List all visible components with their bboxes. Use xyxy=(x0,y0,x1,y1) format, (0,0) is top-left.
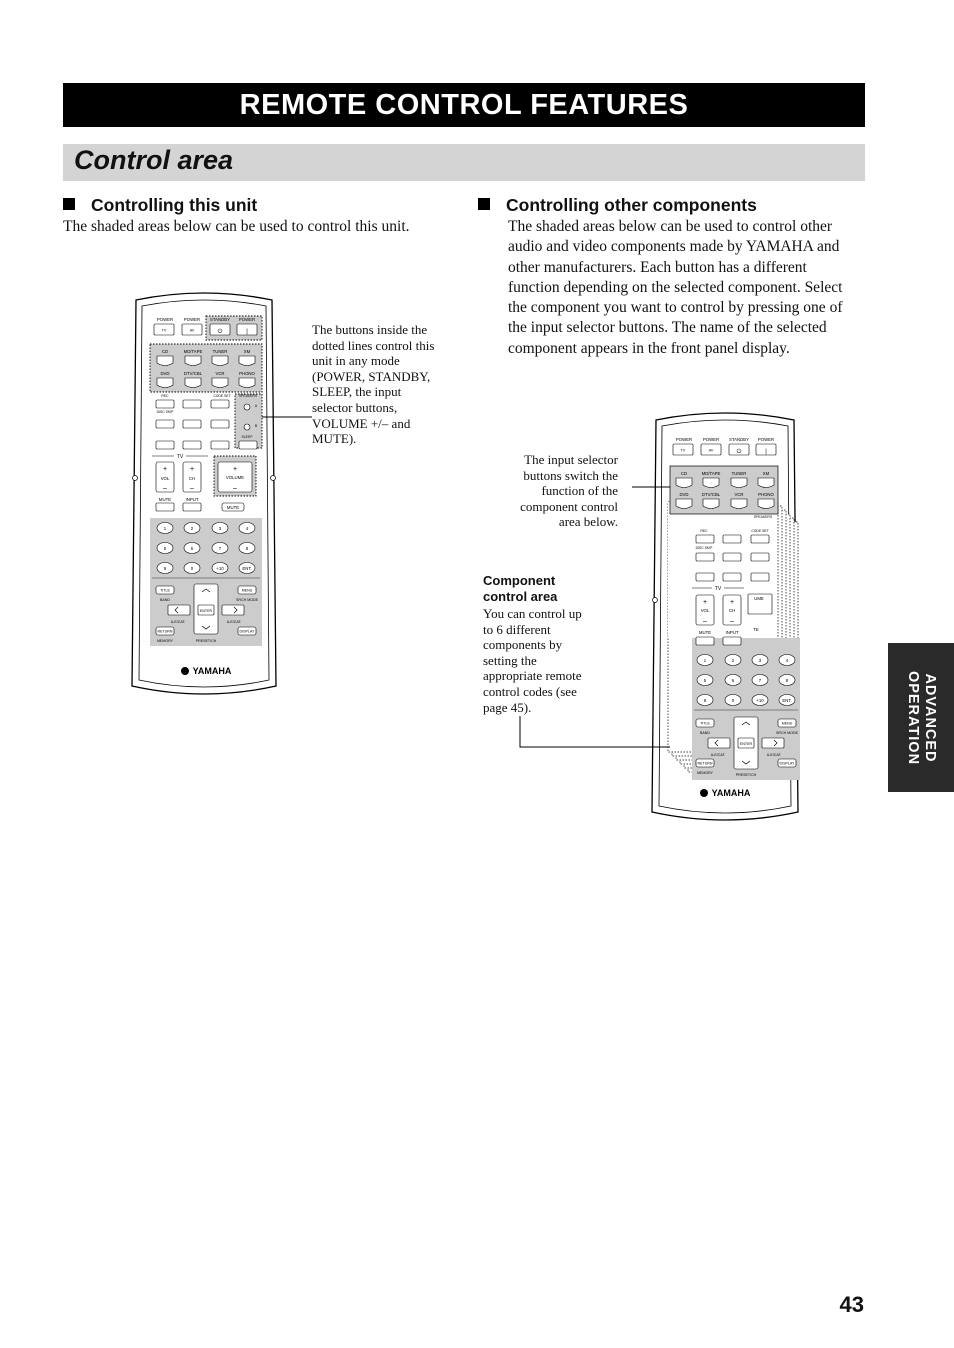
svg-text:VOL: VOL xyxy=(700,608,710,613)
svg-text:8: 8 xyxy=(245,546,249,551)
svg-text:5: 5 xyxy=(703,678,707,683)
svg-text:8: 8 xyxy=(785,678,789,683)
svg-text:TV: TV xyxy=(680,448,686,453)
svg-text:+10: +10 xyxy=(756,698,764,703)
svg-text:POWER: POWER xyxy=(757,437,775,442)
selector-callout: The input selector buttons switch the function of the component control area below. xyxy=(520,452,618,530)
svg-text:DISPLAY: DISPLAY xyxy=(239,629,255,634)
svg-text:RETURN: RETURN xyxy=(157,629,173,634)
svg-text:A-E/CAT.: A-E/CAT. xyxy=(766,753,782,757)
remote-left-standby-icon: ⏻ xyxy=(217,329,223,335)
svg-text:ENT.: ENT. xyxy=(782,698,792,703)
svg-text:–: – xyxy=(190,485,194,492)
svg-text:TV: TV xyxy=(161,328,167,333)
svg-text:3: 3 xyxy=(758,658,762,663)
svg-text:1: 1 xyxy=(163,526,167,531)
svg-text:TITLE: TITLE xyxy=(160,588,170,593)
heading-controlling-other-components: Controlling other components xyxy=(478,195,757,216)
svg-text:ENTER: ENTER xyxy=(739,742,753,746)
svg-text:VOL: VOL xyxy=(160,476,170,481)
svg-text:–: – xyxy=(703,618,707,625)
svg-text:ENTER: ENTER xyxy=(199,609,213,613)
svg-text:AV: AV xyxy=(189,328,195,333)
svg-text:1: 1 xyxy=(703,658,707,663)
svg-text:B: B xyxy=(254,424,258,428)
svg-text:SPEAKERS: SPEAKERS xyxy=(753,515,773,519)
component-control-body: You can control up to 6 different components by setting the appropriate remote control codes (see page 45). xyxy=(483,606,582,715)
svg-text:MENU: MENU xyxy=(241,588,253,593)
svg-text:MD/TAPE: MD/TAPE xyxy=(183,349,203,354)
svg-text:DVD: DVD xyxy=(160,371,170,376)
svg-text:VCR: VCR xyxy=(215,371,225,376)
svg-text:MUTE: MUTE xyxy=(698,630,712,635)
svg-text:INPUT: INPUT xyxy=(185,497,199,502)
svg-text:0: 0 xyxy=(731,698,735,703)
svg-text:+: + xyxy=(162,466,168,473)
svg-text:SPEAKERS: SPEAKERS xyxy=(238,394,258,398)
svg-text:INPUT: INPUT xyxy=(725,630,739,635)
svg-text:DTV/CBL: DTV/CBL xyxy=(701,492,721,497)
remote-left-brand: YAMAHA xyxy=(192,666,232,676)
svg-text:A-E/CAT.: A-E/CAT. xyxy=(226,620,242,624)
svg-text:–: – xyxy=(163,485,167,492)
svg-text:CD: CD xyxy=(161,349,169,354)
svg-text:BAND: BAND xyxy=(160,598,170,602)
svg-text:CODE SET: CODE SET xyxy=(751,529,769,533)
svg-text:+10: +10 xyxy=(216,566,224,571)
svg-text:9: 9 xyxy=(703,698,707,703)
svg-text:TV: TV xyxy=(176,454,184,460)
svg-text:TUNER: TUNER xyxy=(731,471,747,476)
unit-control-callout: The buttons inside the dotted lines control this unit in any mode (POWER, STANDBY, SLEEP, the input selector buttons, VOLUME +/– and MUTE). xyxy=(312,322,435,447)
svg-text:ENT.: ENT. xyxy=(242,566,252,571)
svg-text:DISPLAY: DISPLAY xyxy=(779,761,795,766)
svg-text:BAND: BAND xyxy=(700,731,710,735)
advanced-operation-tab: ADVANCED OPERATION xyxy=(888,643,954,792)
left-body-text: The shaded areas below can be used to control this unit. xyxy=(63,218,410,235)
svg-text:+: + xyxy=(729,599,735,606)
remote-right-standby-icon: ⏻ xyxy=(736,449,742,455)
svg-text:VOLUME: VOLUME xyxy=(225,475,245,480)
svg-text:TE: TE xyxy=(753,627,759,632)
svg-text:+: + xyxy=(702,599,708,606)
remote-left-power-label: POWER xyxy=(156,317,174,322)
remote-left-power-icon: | xyxy=(246,329,248,335)
svg-text:CH: CH xyxy=(728,608,736,613)
svg-text:XM: XM xyxy=(762,471,770,476)
svg-text:CH: CH xyxy=(188,476,196,481)
svg-text:7: 7 xyxy=(758,678,762,683)
svg-text:A-E/CAT.: A-E/CAT. xyxy=(710,753,726,757)
right-body-text: The shaded areas below can be used to control other audio and video components made by YAMAHA and other manufacturers. Each button has a different function depending on the selected component. Select the component you want to control by pressing one of the input selector buttons. The name of the selected component appears in the front panel display. xyxy=(508,218,843,357)
svg-text:A-E/CAT.: A-E/CAT. xyxy=(170,620,186,624)
svg-text:TV: TV xyxy=(714,586,722,592)
remote-left-power-unit-label: POWER xyxy=(238,317,256,322)
svg-text:DISC SKIP: DISC SKIP xyxy=(156,410,174,414)
svg-text:9: 9 xyxy=(163,566,167,571)
svg-text:+: + xyxy=(232,466,238,473)
svg-text:POWER: POWER xyxy=(675,437,693,442)
page-title: REMOTE CONTROL FEATURES xyxy=(63,83,865,127)
svg-text:XM: XM xyxy=(243,349,251,354)
svg-text:MD/TAPE: MD/TAPE xyxy=(701,471,721,476)
svg-text:SRCH MODE: SRCH MODE xyxy=(776,731,798,735)
svg-text:MEMORY: MEMORY xyxy=(696,771,714,775)
svg-text:0: 0 xyxy=(190,566,194,571)
remote-left-power-av-label: POWER xyxy=(183,317,201,322)
svg-text:MUTE: MUTE xyxy=(158,497,172,502)
page-number: 43 xyxy=(839,1292,864,1317)
svg-text:2: 2 xyxy=(190,526,194,531)
svg-text:–: – xyxy=(233,485,237,492)
svg-text:POWER: POWER xyxy=(702,437,720,442)
svg-text:CD: CD xyxy=(680,471,688,476)
svg-text:RETURN: RETURN xyxy=(697,761,713,766)
svg-text:3: 3 xyxy=(218,526,222,531)
svg-text:PHONO: PHONO xyxy=(758,492,774,497)
svg-text:SRCH MODE: SRCH MODE xyxy=(236,598,258,602)
svg-text:REC: REC xyxy=(161,394,169,398)
svg-text:MEMORY: MEMORY xyxy=(156,639,174,643)
svg-text:+: + xyxy=(189,466,195,473)
svg-text:AV: AV xyxy=(708,448,714,453)
svg-text:4: 4 xyxy=(785,658,789,663)
svg-text:6: 6 xyxy=(731,678,735,683)
heading-controlling-this-unit: Controlling this unit xyxy=(63,195,257,216)
svg-text:PHONO: PHONO xyxy=(239,371,255,376)
svg-text:PRESET/CH: PRESET/CH xyxy=(195,639,217,643)
remote-right-power-icon: | xyxy=(765,449,767,455)
svg-text:PRESET/CH: PRESET/CH xyxy=(735,773,757,777)
svg-text:MENU: MENU xyxy=(781,721,793,726)
svg-text:REC: REC xyxy=(700,529,708,533)
svg-text:STANDBY: STANDBY xyxy=(729,437,749,442)
svg-text:4: 4 xyxy=(245,526,249,531)
component-control-heading: Component control area xyxy=(483,573,558,604)
svg-text:VCR: VCR xyxy=(734,492,744,497)
svg-text:DVD: DVD xyxy=(679,492,689,497)
svg-text:A: A xyxy=(254,404,258,408)
svg-text:CODE SET: CODE SET xyxy=(213,394,231,398)
svg-text:MUTE: MUTE xyxy=(226,505,240,510)
remote-left-standby-label: STANDBY xyxy=(210,317,230,322)
remote-right-brand: YAMAHA xyxy=(711,788,751,798)
svg-text:–: – xyxy=(730,618,734,625)
svg-text:TUNER: TUNER xyxy=(212,349,228,354)
svg-text:5: 5 xyxy=(163,546,167,551)
svg-text:6: 6 xyxy=(190,546,194,551)
svg-text:UME: UME xyxy=(754,596,764,601)
svg-text:SLEEP: SLEEP xyxy=(241,435,253,439)
svg-text:DISC SKIP: DISC SKIP xyxy=(695,546,713,550)
svg-text:7: 7 xyxy=(218,546,222,551)
svg-text:TITLE: TITLE xyxy=(700,721,710,726)
section-title: Control area xyxy=(74,145,234,175)
svg-text:2: 2 xyxy=(731,658,735,663)
svg-text:DTV/CBL: DTV/CBL xyxy=(183,371,203,376)
